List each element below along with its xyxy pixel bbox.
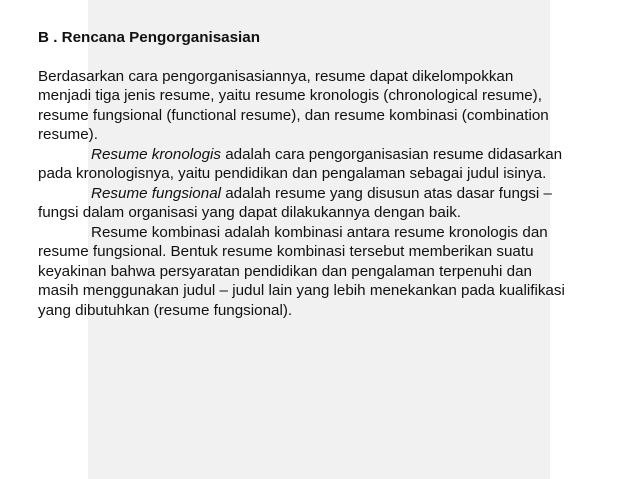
kronologis-paragraph: [38, 145, 608, 184]
kombinasi-line: [38, 223, 608, 243]
kombinasi-line: masih menggunakan judul – judul lain yang lebih menekankan pada kualifikasi: [38, 282, 565, 299]
intro-line: menjadi tiga jenis resume, yaitu resume kronologis (chronological resume),: [38, 87, 542, 104]
kombinasi-line: keyakinan bahwa persyaratan pendidikan dan pengalaman terpenuhi dan: [38, 262, 532, 280]
kronologis-term: Resume kronologis: [91, 145, 221, 163]
slide-content: [38, 28, 608, 320]
intro-line: resume fungsional (functional resume), dan resume kombinasi (combination: [38, 106, 549, 124]
intro-line: Berdasarkan cara pengorganisasiannya, resume dapat dikelompokkan: [38, 67, 514, 85]
intro-paragraph: [38, 67, 608, 145]
kronologis-line: [38, 145, 608, 165]
fungsional-line: fungsi dalam organisasi yang dapat dilakukannya dengan baik.: [38, 204, 462, 221]
section-heading: B . Rencana Pengorganisasian: [38, 29, 260, 46]
kombinasi-paragraph: [38, 223, 608, 321]
fungsional-term: Resume fungsional: [91, 184, 222, 202]
fungsional-paragraph: [38, 184, 608, 223]
kombinasi-line-text: Resume kombinasi adalah kombinasi antara resume kronologis dan: [91, 223, 548, 241]
fungsional-line: [38, 184, 608, 204]
kronologis-definition: adalah cara pengorganisasian resume didasarkan: [221, 145, 563, 163]
kombinasi-line: yang dibutuhkan (resume fungsional).: [38, 301, 293, 319]
kronologis-line: pada kronologisnya, yaitu pendidikan dan pengalaman sebagai judul isinya.: [38, 165, 547, 182]
fungsional-definition: adalah resume yang disusun atas dasar fungsi –: [221, 184, 552, 202]
intro-line: resume).: [38, 126, 98, 143]
kombinasi-line: resume fungsional. Bentuk resume kombinasi tersebut memberikan suatu: [38, 243, 534, 260]
